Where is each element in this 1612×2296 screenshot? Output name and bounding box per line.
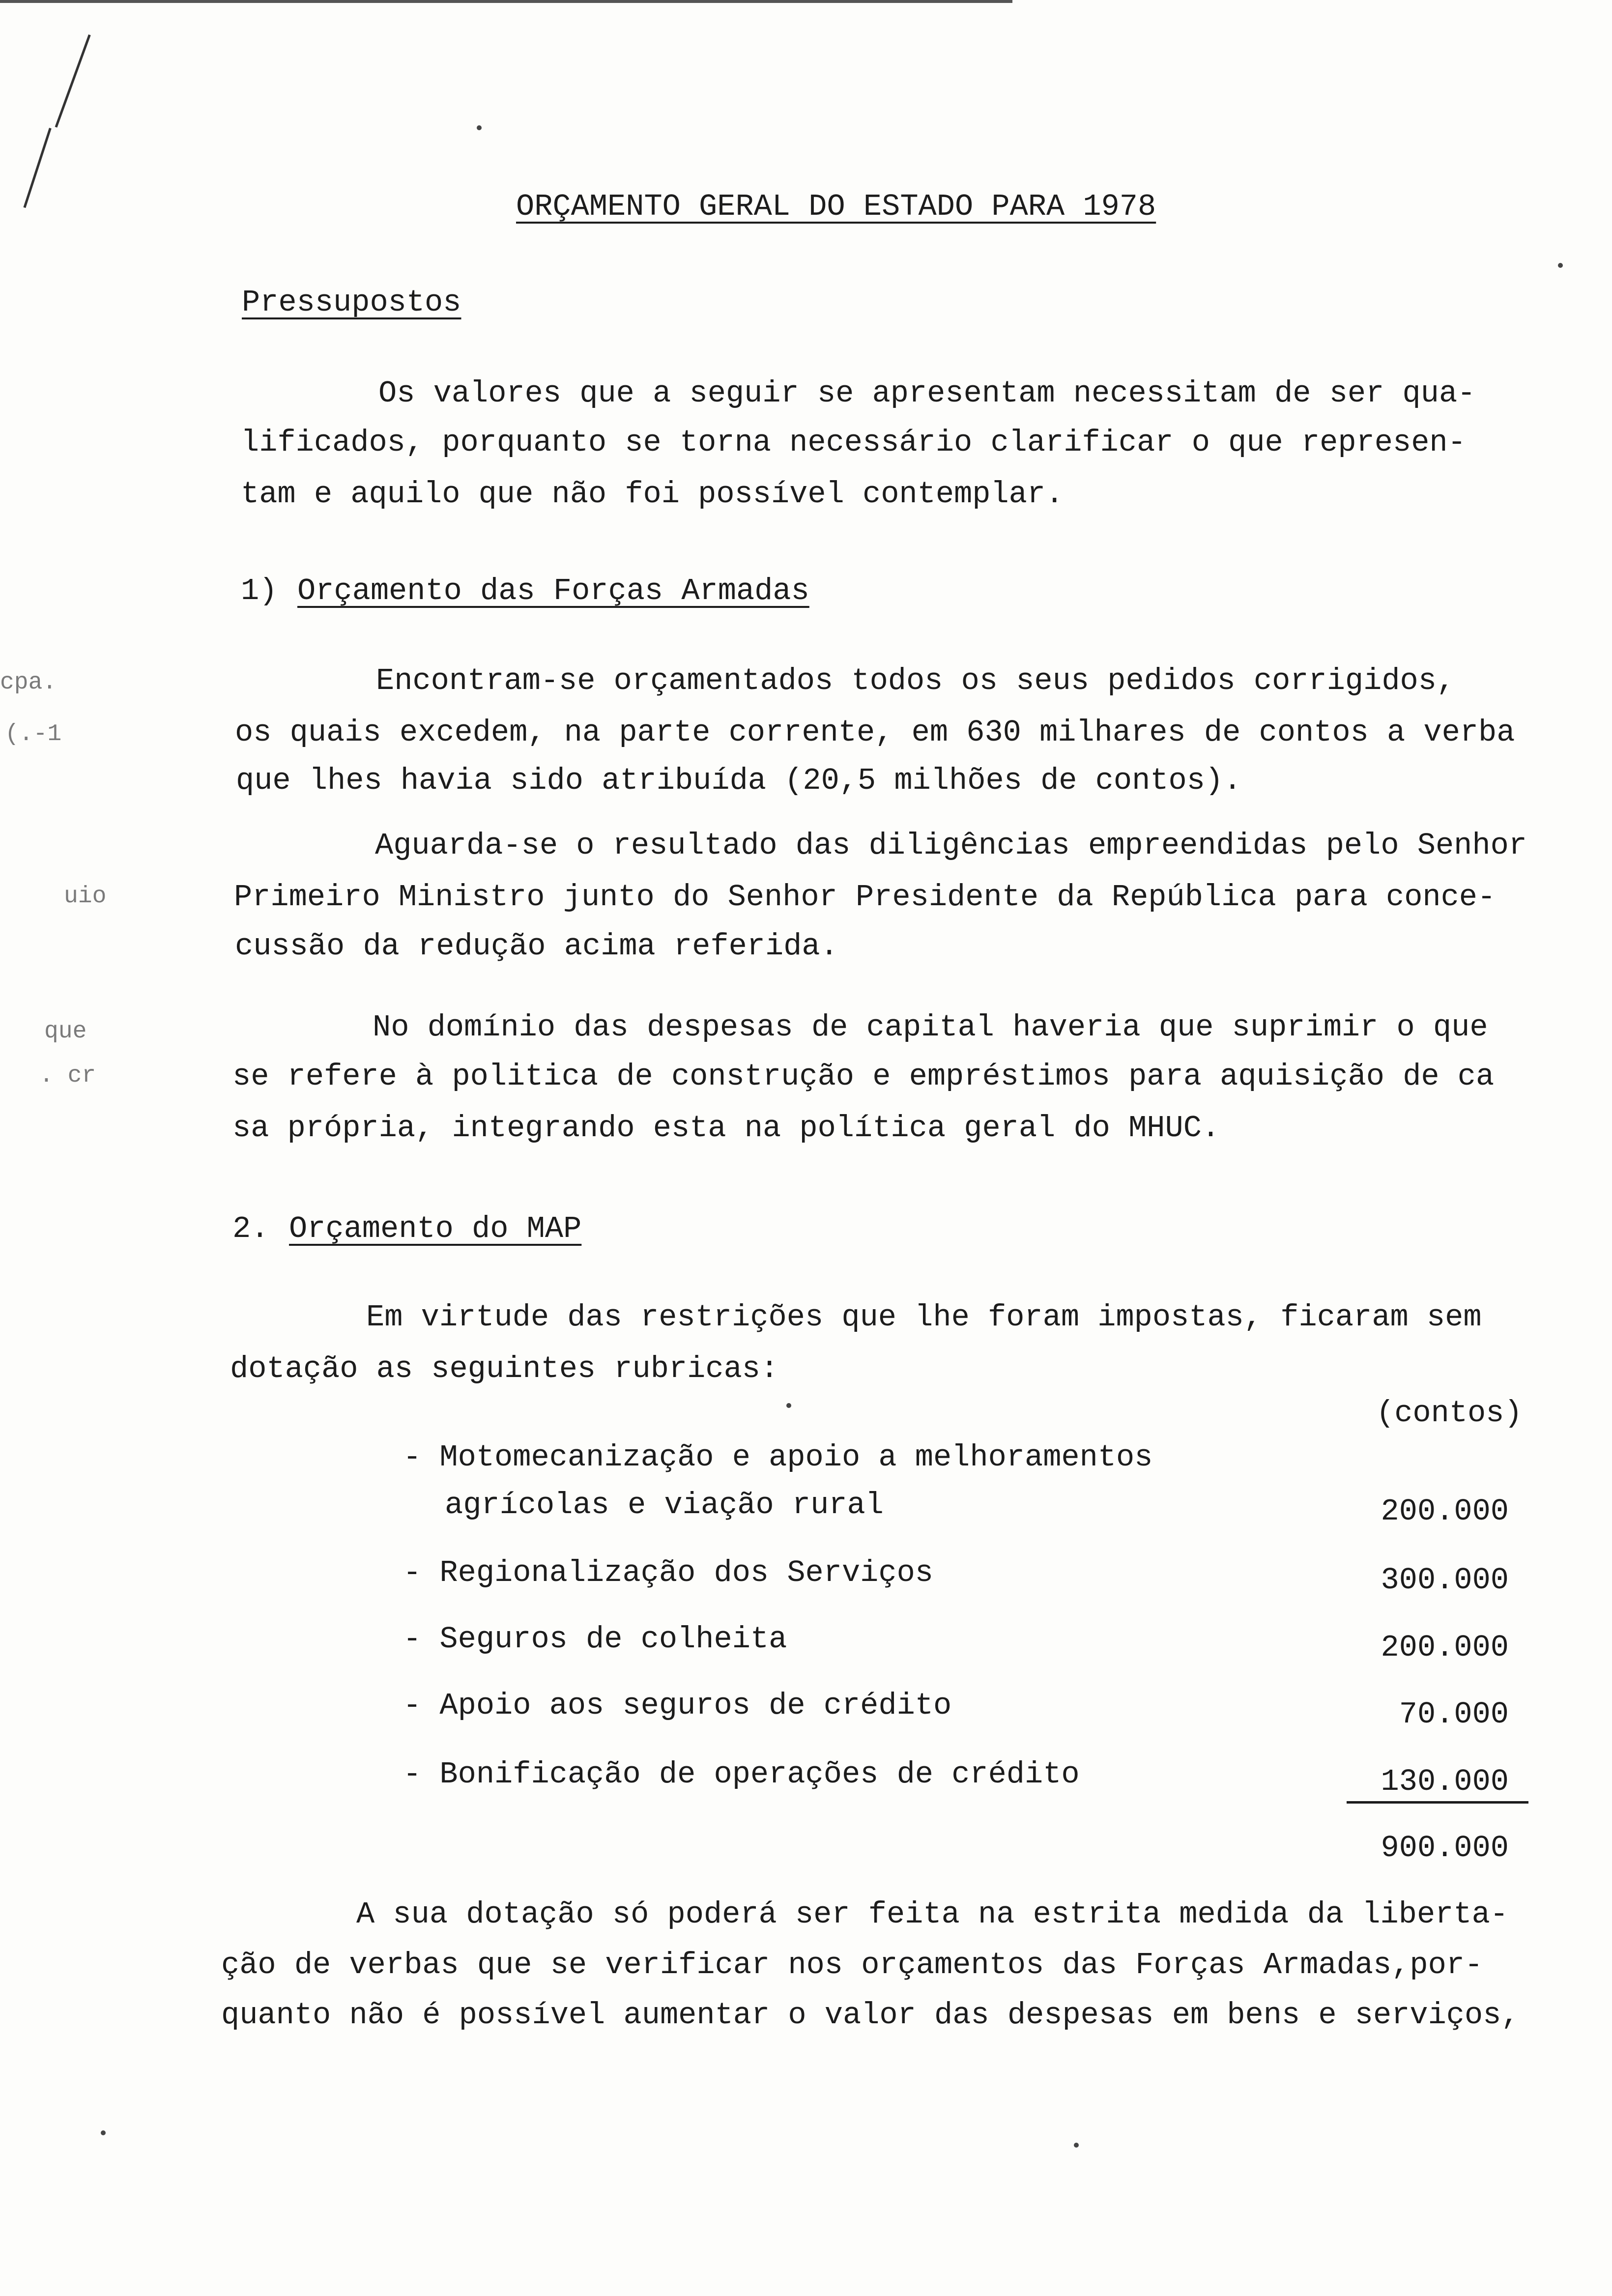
item-1-label-continued: agrícolas e viação rural	[445, 1488, 884, 1522]
item-2-amount: 300.000	[1381, 1563, 1509, 1598]
section-2-intro-line-1: Em virtude das restrições que lhe foram impostas, ficaram sem	[366, 1300, 1482, 1335]
margin-mark-5: . cr	[39, 1062, 96, 1089]
sum-rule	[1347, 1801, 1528, 1804]
margin-mark-2: (.-1	[5, 721, 62, 747]
closing-line-3: quanto não é possível aumentar o valor das despesas em bens e serviços,	[221, 1998, 1520, 2033]
margin-mark-3: uio	[64, 883, 107, 910]
margin-stroke-1	[55, 34, 91, 128]
margin-mark-1: cpa.	[0, 669, 57, 696]
section-1-para-1-line-1: Encontram-se orçamentados todos os seus pedidos corrigidos,	[376, 663, 1455, 698]
closing-line-1: A sua dotação só poderá ser feita na estrita medida da liberta-	[356, 1897, 1508, 1932]
item-4-amount: 70.000	[1399, 1697, 1509, 1732]
scan-speck	[477, 125, 482, 130]
scan-speck	[1558, 263, 1563, 268]
item-1-amount: 200.000	[1381, 1494, 1509, 1529]
scan-top-border	[0, 0, 1012, 3]
scan-speck	[1074, 2143, 1079, 2148]
margin-mark-4: que	[44, 1018, 87, 1045]
item-3-label: - Seguros de colheita	[403, 1622, 787, 1657]
pressupostos-line-2: lificados, porquanto se torna necessário clarificar o que represen-	[241, 425, 1466, 460]
unit-label: (contos)	[1376, 1396, 1523, 1431]
section-2-number: 2.	[232, 1211, 269, 1246]
section-2-intro-line-2: dotação as seguintes rubricas:	[230, 1351, 779, 1386]
item-5-amount: 130.000	[1381, 1764, 1509, 1799]
section-1-para-2-line-3: cussão da redução acima referida.	[235, 929, 838, 964]
scan-speck	[786, 1403, 791, 1408]
pressupostos-line-1: Os valores que a seguir se apresentam necessitam de ser qua-	[378, 376, 1476, 411]
pressupostos-line-3: tam e aquilo que não foi possível contemplar.	[241, 477, 1064, 512]
section-1-para-1-line-3: que lhes havia sido atribuída (20,5 milhões de contos).	[236, 763, 1242, 798]
section-1-para-2-line-1: Aguarda-se o resultado das diligências empreendidas pelo Senhor	[375, 828, 1527, 863]
item-1-label: - Motomecanização e apoio a melhoramentos	[403, 1440, 1153, 1475]
item-2-label: - Regionalização dos Serviços	[403, 1555, 933, 1590]
section-1-heading: Orçamento das Forças Armadas	[297, 574, 809, 608]
section-2-heading: Orçamento do MAP	[289, 1211, 582, 1246]
section-1-para-2-line-2: Primeiro Ministro junto do Senhor Presidente da República para conce-	[234, 880, 1496, 915]
total-amount: 900.000	[1381, 1831, 1509, 1866]
section-1-para-3-line-2: se refere à politica de construção e empréstimos para aquisição de ca	[232, 1059, 1495, 1094]
pressupostos-heading: Pressupostos	[242, 285, 461, 320]
item-5-label: - Bonificação de operações de crédito	[403, 1757, 1080, 1792]
section-1-para-3-line-3: sa própria, integrando esta na política geral do MHUC.	[232, 1111, 1220, 1146]
closing-line-2: ção de verbas que se verificar nos orçamentos das Forças Armadas,por-	[221, 1948, 1483, 1982]
item-4-label: - Apoio aos seguros de crédito	[403, 1688, 952, 1723]
section-1-para-1-line-2: os quais excedem, na parte corrente, em 630 milhares de contos a verba	[235, 715, 1515, 750]
section-1-para-3-line-1: No domínio das despesas de capital haveria que suprimir o que	[373, 1010, 1488, 1045]
document-title: ORÇAMENTO GERAL DO ESTADO PARA 1978	[516, 189, 1156, 224]
section-1-number: 1)	[241, 574, 278, 608]
item-3-amount: 200.000	[1381, 1630, 1509, 1665]
scan-speck	[101, 2130, 106, 2135]
margin-stroke-2	[23, 128, 51, 208]
